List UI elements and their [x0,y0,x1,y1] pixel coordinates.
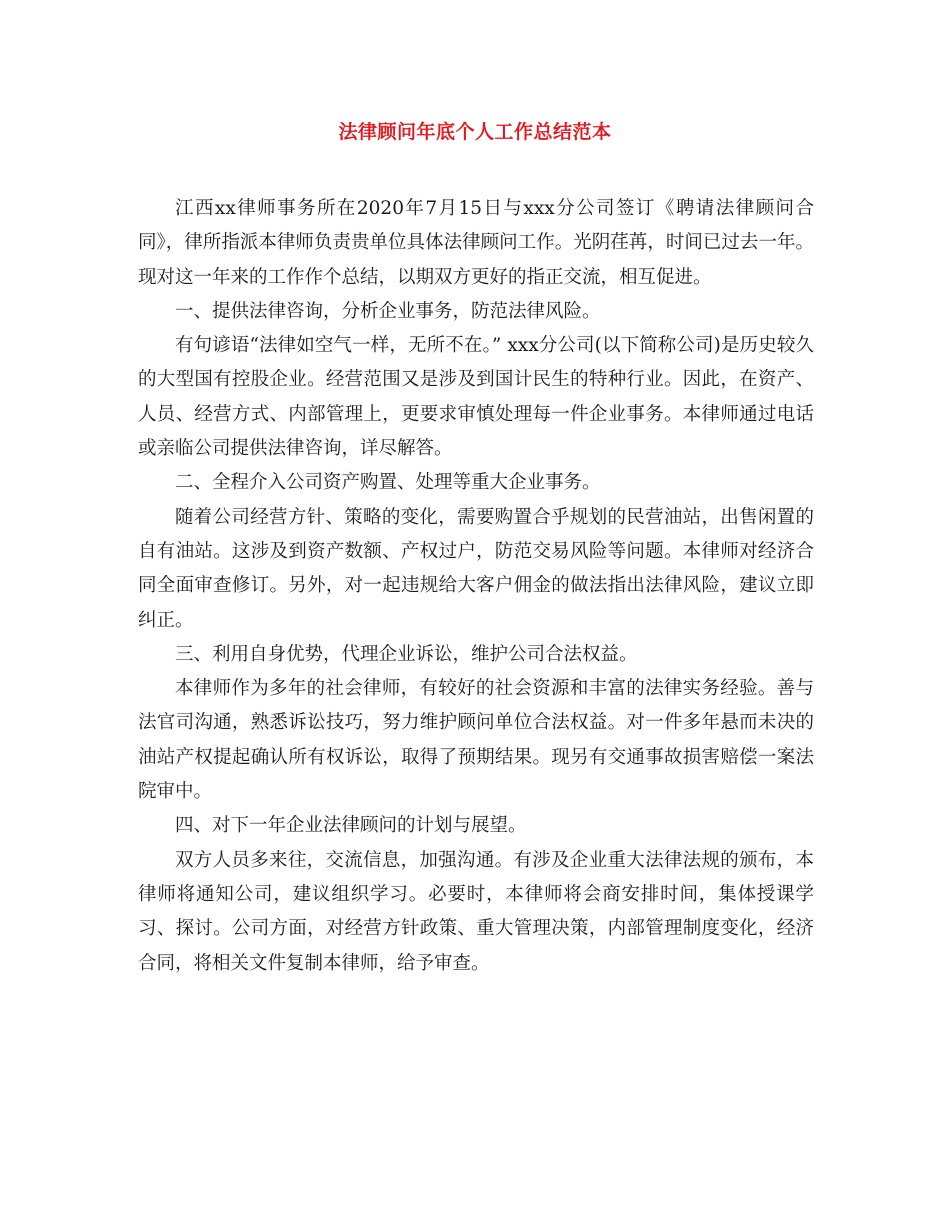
paragraph-section-4: 双方人员多来往，交流信息，加强沟通。有涉及企业重大法律法规的颁布，本律师将通知公司，建议组织学习。必要时，本律师将会商安排时间，集体授课学习、探讨。公司方面，对经营方针政策、重大管理决策，内部管理制度变化，经济合同，将相关文件复制本律师，给予审查。 [138,849,814,974]
paragraph-intro: 江西xx律师事务所在2020年7月15日与xxx分公司签订《聘请法律顾问合同》，律所指派本律师负责贵单位具体法律顾问工作。光阴荏苒，时间已过去一年。现对这一年来的工作作个总结，以期双方更好的指正交流，相互促进。 [138,198,814,288]
paragraph-section-3: 本律师作为多年的社会律师，有较好的社会资源和丰富的法律实务经验。善与法官司沟通，熟悉诉讼技巧，努力维护顾问单位合法权益。对一件多年悬而未决的油站产权提起确认所有权诉讼，取得了预期结果。现另有交通事故损害赔偿一案法院审中。 [138,678,814,803]
document-title: 法律顾问年底个人工作总结范本 [338,121,612,143]
section-heading-3: 三、利用自身优势，代理企业诉讼，维护公司合法权益。 [175,643,638,665]
paragraph-section-1: 有句谚语“法律如空气一样，无所不在。” xxx分公司(以下简称公司)是历史较久的大型国有控股企业。经营范围又是涉及到国计民生的特种行业。因此，在资产、人员、经营方式、内部管理上，更要求审慎处理每一件企业事务。本律师通过电话或亲临公司提供法律咨询，详尽解答。 [138,335,814,460]
section-heading-2: 二、全程介入公司资产购置、处理等重大企业事务。 [175,472,601,494]
document-body [138,192,814,981]
paragraph-section-2: 随着公司经营方针、策略的变化，需要购置合乎规划的民营油站，出售闲置的自有油站。这涉及到资产数额、产权过户，防范交易风险等问题。本律师对经济合同全面审查修订。另外，对一起违规给大客户佣金的做法指出法律风险，建议立即纠正。 [138,506,814,631]
section-heading-1: 一、提供法律咨询，分析企业事务，防范法律风险。 [175,300,601,322]
section-heading-4: 四、对下一年企业法律顾问的计划与展望。 [175,815,527,837]
